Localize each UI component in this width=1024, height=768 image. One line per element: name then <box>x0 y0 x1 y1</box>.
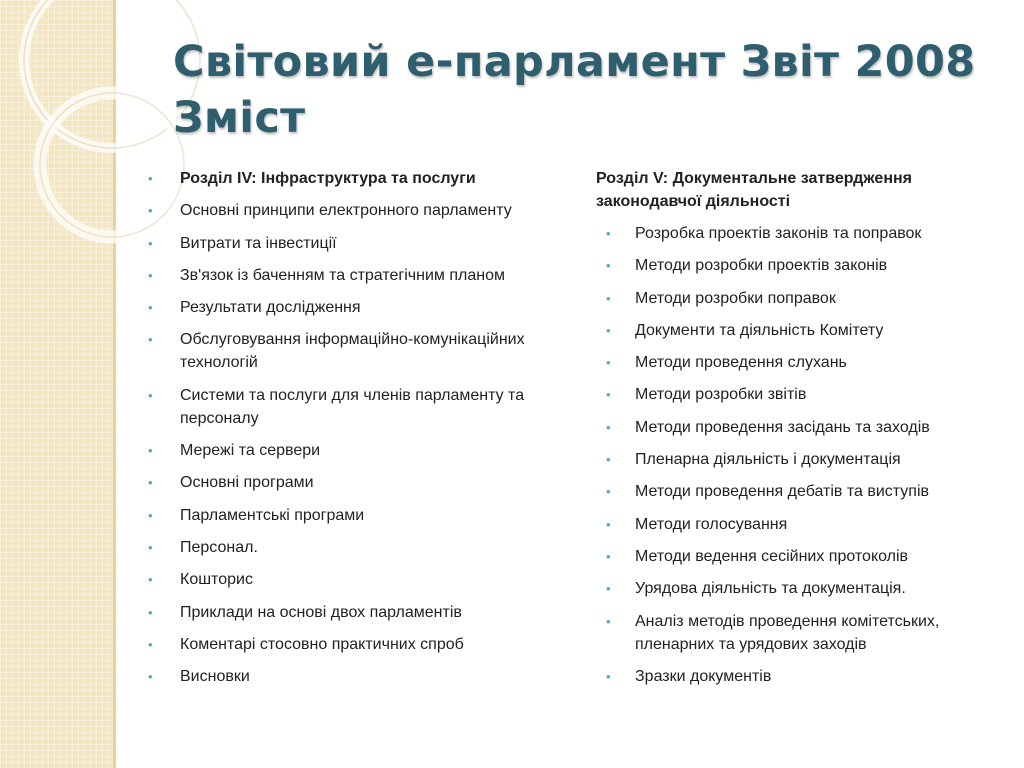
list-item-text: Коментарі стосовно практичних спроб <box>180 635 464 653</box>
right-bullet-list <box>596 222 996 688</box>
bullet-icon: • <box>606 668 611 684</box>
list-item <box>148 633 548 656</box>
list-item-text: Зразки документів <box>635 667 772 685</box>
decorative-side-panel <box>0 0 113 768</box>
bullet-icon: • <box>606 226 611 241</box>
list-item <box>148 665 548 688</box>
list-item <box>596 577 996 600</box>
list-item-text: Методи розробки поправок <box>635 289 836 307</box>
list-item <box>596 287 996 310</box>
list-item-text: Методи проведення дебатів та виступів <box>635 483 930 501</box>
bullet-icon: • <box>606 290 611 306</box>
bullet-icon: • <box>606 355 611 371</box>
list-item-text: Методи проведення слухань <box>635 354 847 372</box>
list-item <box>596 610 996 656</box>
list-item <box>148 471 548 494</box>
bullet-icon: • <box>148 507 153 523</box>
list-item <box>148 264 548 287</box>
bullet-icon: • <box>148 235 153 251</box>
left-bullet-list <box>148 167 548 688</box>
section-heading: Розділ IV: Інфраструктура та послуги <box>180 170 476 187</box>
bullet-icon: • <box>606 613 611 629</box>
list-item <box>596 513 996 536</box>
list-item <box>596 416 996 439</box>
list-item-text: Документи та діяльність Комітету <box>635 321 884 339</box>
bullet-icon: • <box>606 322 611 338</box>
bullet-icon: • <box>148 572 153 588</box>
list-item <box>148 601 548 624</box>
list-item-text: Методи розробки звітів <box>635 386 807 404</box>
list-item-text: Методи розробки проектів законів <box>635 257 888 275</box>
bullet-icon: • <box>148 171 153 186</box>
slide-title <box>173 34 993 146</box>
list-item-text: Розробка проектів законів та поправок <box>635 225 922 242</box>
bullet-icon: • <box>148 539 153 555</box>
bullet-icon: • <box>148 332 153 348</box>
list-item <box>148 199 548 222</box>
list-item-text: Основні принципи електронного парламенту <box>180 202 512 220</box>
left-column <box>148 167 548 697</box>
panel-edge-divider <box>113 0 116 768</box>
section-heading: Розділ V: Документальне затвердження законодавчої діяльності <box>596 170 912 210</box>
list-item <box>148 439 548 462</box>
list-item <box>596 448 996 471</box>
list-item-text: Пленарна діяльність і документація <box>635 451 901 469</box>
list-item-text: Висновки <box>180 668 250 686</box>
list-item <box>596 383 996 406</box>
list-item-text: Системи та послуги для членів парламенту та персоналу <box>180 386 525 427</box>
list-item-text: Урядова діяльність та документація. <box>635 580 906 598</box>
list-item-text: Методи ведення сесійних протоколів <box>635 547 909 565</box>
list-item <box>148 296 548 319</box>
bullet-icon: • <box>606 516 611 532</box>
bullet-icon: • <box>606 581 611 597</box>
bullet-icon: • <box>606 258 611 274</box>
list-item-text: Методи голосування <box>635 515 788 533</box>
list-item-text: Приклади на основі двох парламентів <box>180 603 462 621</box>
bullet-icon: • <box>148 387 153 403</box>
list-item-text: Зв'язок із баченням та стратегічним планом <box>180 266 505 284</box>
list-item-text: Парламентські програми <box>180 506 365 524</box>
bullet-icon: • <box>606 452 611 468</box>
list-item-text: Методи проведення засідань та заходів <box>635 418 930 436</box>
bullet-icon: • <box>148 669 153 685</box>
list-item <box>148 328 548 374</box>
bullet-icon: • <box>148 475 153 491</box>
right-column <box>596 167 996 697</box>
bullet-icon: • <box>148 203 153 219</box>
list-item <box>596 665 996 688</box>
bullet-icon: • <box>148 604 153 620</box>
list-item-text: Кошторис <box>180 571 253 589</box>
list-item <box>596 319 996 342</box>
bullet-icon: • <box>606 548 611 564</box>
list-item-text: Аналіз методів проведення комітетських, пленарних та урядових заходів <box>635 612 940 653</box>
list-item <box>596 480 996 503</box>
list-item <box>596 254 996 277</box>
list-item-text: Витрати та інвестиції <box>180 234 337 252</box>
list-item <box>596 545 996 568</box>
bullet-icon: • <box>606 484 611 500</box>
bullet-icon: • <box>606 387 611 403</box>
bullet-icon: • <box>148 443 153 459</box>
title-line-1: Світовий е-парламент Звіт 2008 <box>173 37 976 87</box>
list-item <box>596 351 996 374</box>
list-item-text: Результати дослідження <box>180 299 361 317</box>
bullet-icon: • <box>148 636 153 652</box>
list-item-text: Мережі та сервери <box>180 442 321 460</box>
title-line-2: Зміст <box>173 93 306 143</box>
list-item <box>148 232 548 255</box>
list-item <box>148 504 548 527</box>
list-item <box>148 568 548 591</box>
list-item-text: Персонал. <box>180 538 258 556</box>
bullet-icon: • <box>148 300 153 316</box>
list-item <box>148 167 548 190</box>
list-item-text: Основні програми <box>180 474 314 492</box>
bullet-icon: • <box>148 267 153 283</box>
bullet-icon: • <box>606 419 611 435</box>
list-item <box>148 384 548 430</box>
list-item <box>596 222 996 245</box>
list-item-text: Обслуговування інформаційно-комунікаційних технологій <box>180 331 525 372</box>
list-item <box>148 536 548 559</box>
